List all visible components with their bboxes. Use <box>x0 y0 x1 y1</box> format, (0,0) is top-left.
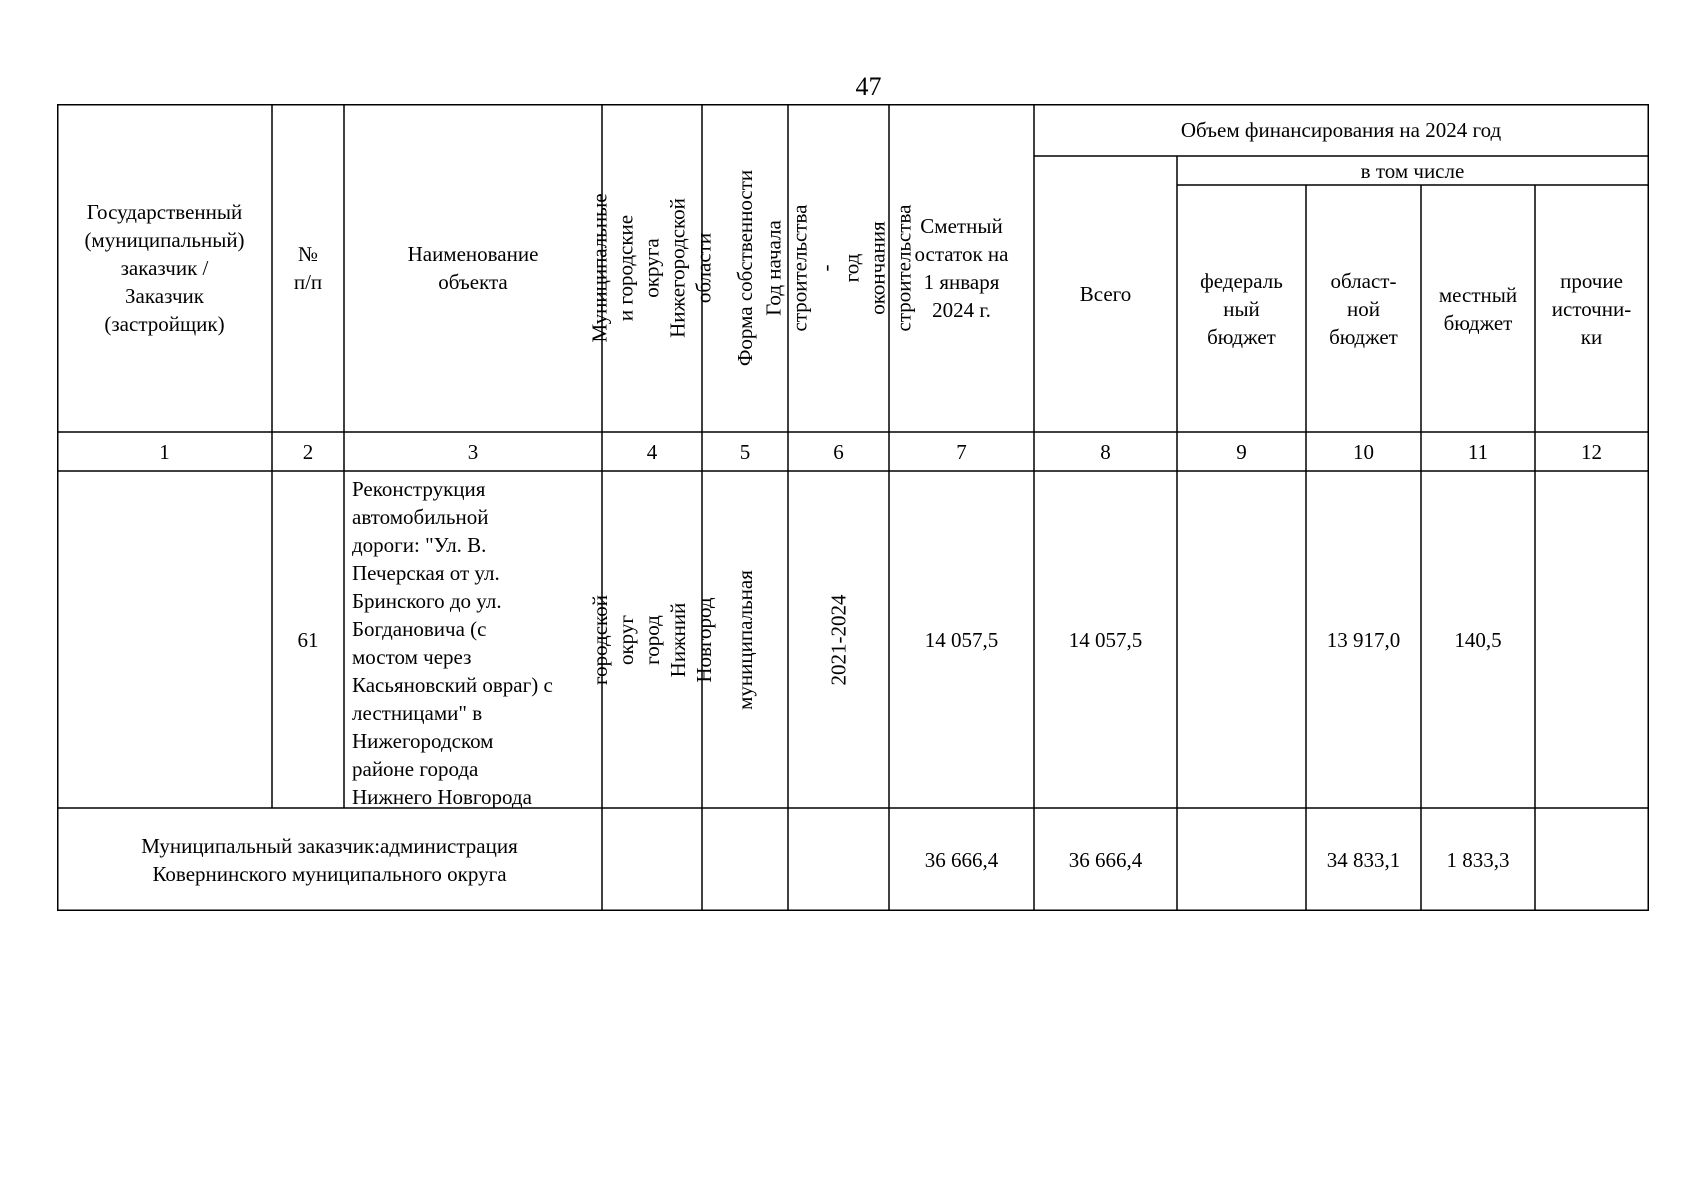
financing-table <box>57 104 1649 911</box>
row-regional: 13 917,0 <box>1326 627 1401 652</box>
column-number-8: 8 <box>1100 439 1111 464</box>
column-number-12: 12 <box>1581 439 1602 464</box>
row-total: 14 057,5 <box>1068 627 1143 652</box>
row-federal <box>1177 471 1306 808</box>
header-financing-group: Объем финансирования на 2024 год <box>1180 118 1502 142</box>
column-number-2: 2 <box>302 439 314 464</box>
column-number-4: 4 <box>646 439 658 464</box>
header-local: местный бюджет <box>1438 282 1518 335</box>
header-regional: област- ной бюджет <box>1329 268 1398 349</box>
summary-label: Муниципальный заказчик:администрация Ковернинского муниципального округа <box>141 833 518 886</box>
column-number-3: 3 <box>467 439 479 464</box>
header-object-name: Наименование объекта <box>407 242 539 294</box>
header-number: № п/п <box>293 242 323 294</box>
header-municipalities: Муниципальные и городские округа Нижегородской области <box>588 193 717 343</box>
row-customer <box>57 471 272 808</box>
column-number-10: 10 <box>1353 439 1374 464</box>
page-number: 47 <box>855 72 882 101</box>
row-estimate-balance: 14 057,5 <box>924 627 999 652</box>
summary-estimate-balance: 36 666,4 <box>924 847 999 872</box>
header-years-cell <box>761 104 916 432</box>
header-estimate-balance: Сметный остаток на 1 января 2024 г. <box>914 214 1009 322</box>
row-object-name: Реконструкция автомобильной дороги: "Ул. В. Печерская от ул. Бринского до ул. Богдановича (с мостом через Касьяновский овраг) с лестницами" в Нижегородском районе города Нижнего Новгорода <box>352 477 553 809</box>
summary-other <box>1535 808 1648 911</box>
column-number-5: 5 <box>739 439 751 464</box>
row-ownership: муниципальная <box>733 569 758 710</box>
column-number-7: 7 <box>956 439 967 464</box>
header-customer: Государственный (муниципальный) заказчик / Заказчик (застройщик) <box>84 200 245 336</box>
summary-total: 36 666,4 <box>1068 847 1143 872</box>
header-other: прочие источни- ки <box>1551 268 1632 349</box>
row-other <box>1535 471 1648 808</box>
header-ownership: Форма собственности <box>733 169 757 367</box>
column-number-11: 11 <box>1467 439 1489 464</box>
header-municipalities-cell <box>588 104 717 432</box>
column-number-9: 9 <box>1236 439 1247 464</box>
header-years: Год начала строительства - год окончания строительства <box>761 204 916 332</box>
header-total: Всего <box>1079 282 1132 306</box>
column-number-1: 1 <box>159 439 170 464</box>
header-including: в том числе <box>1360 158 1465 183</box>
summary-local: 1 833,3 <box>1446 847 1510 872</box>
header-federal: федераль ный бюджет <box>1200 268 1283 349</box>
summary-regional: 34 833,1 <box>1326 847 1401 872</box>
row-years: 2021-2024 <box>826 594 851 685</box>
summary-federal <box>1177 808 1306 911</box>
column-number-6: 6 <box>833 439 844 464</box>
row-municipality-cell <box>588 471 716 808</box>
row-local: 140,5 <box>1454 627 1502 652</box>
row-municipality: городской округ город Нижний Новгород <box>588 594 716 685</box>
row-ownership-cell <box>702 471 788 808</box>
row-years-cell <box>788 471 889 808</box>
row-number: 61 <box>297 627 319 652</box>
